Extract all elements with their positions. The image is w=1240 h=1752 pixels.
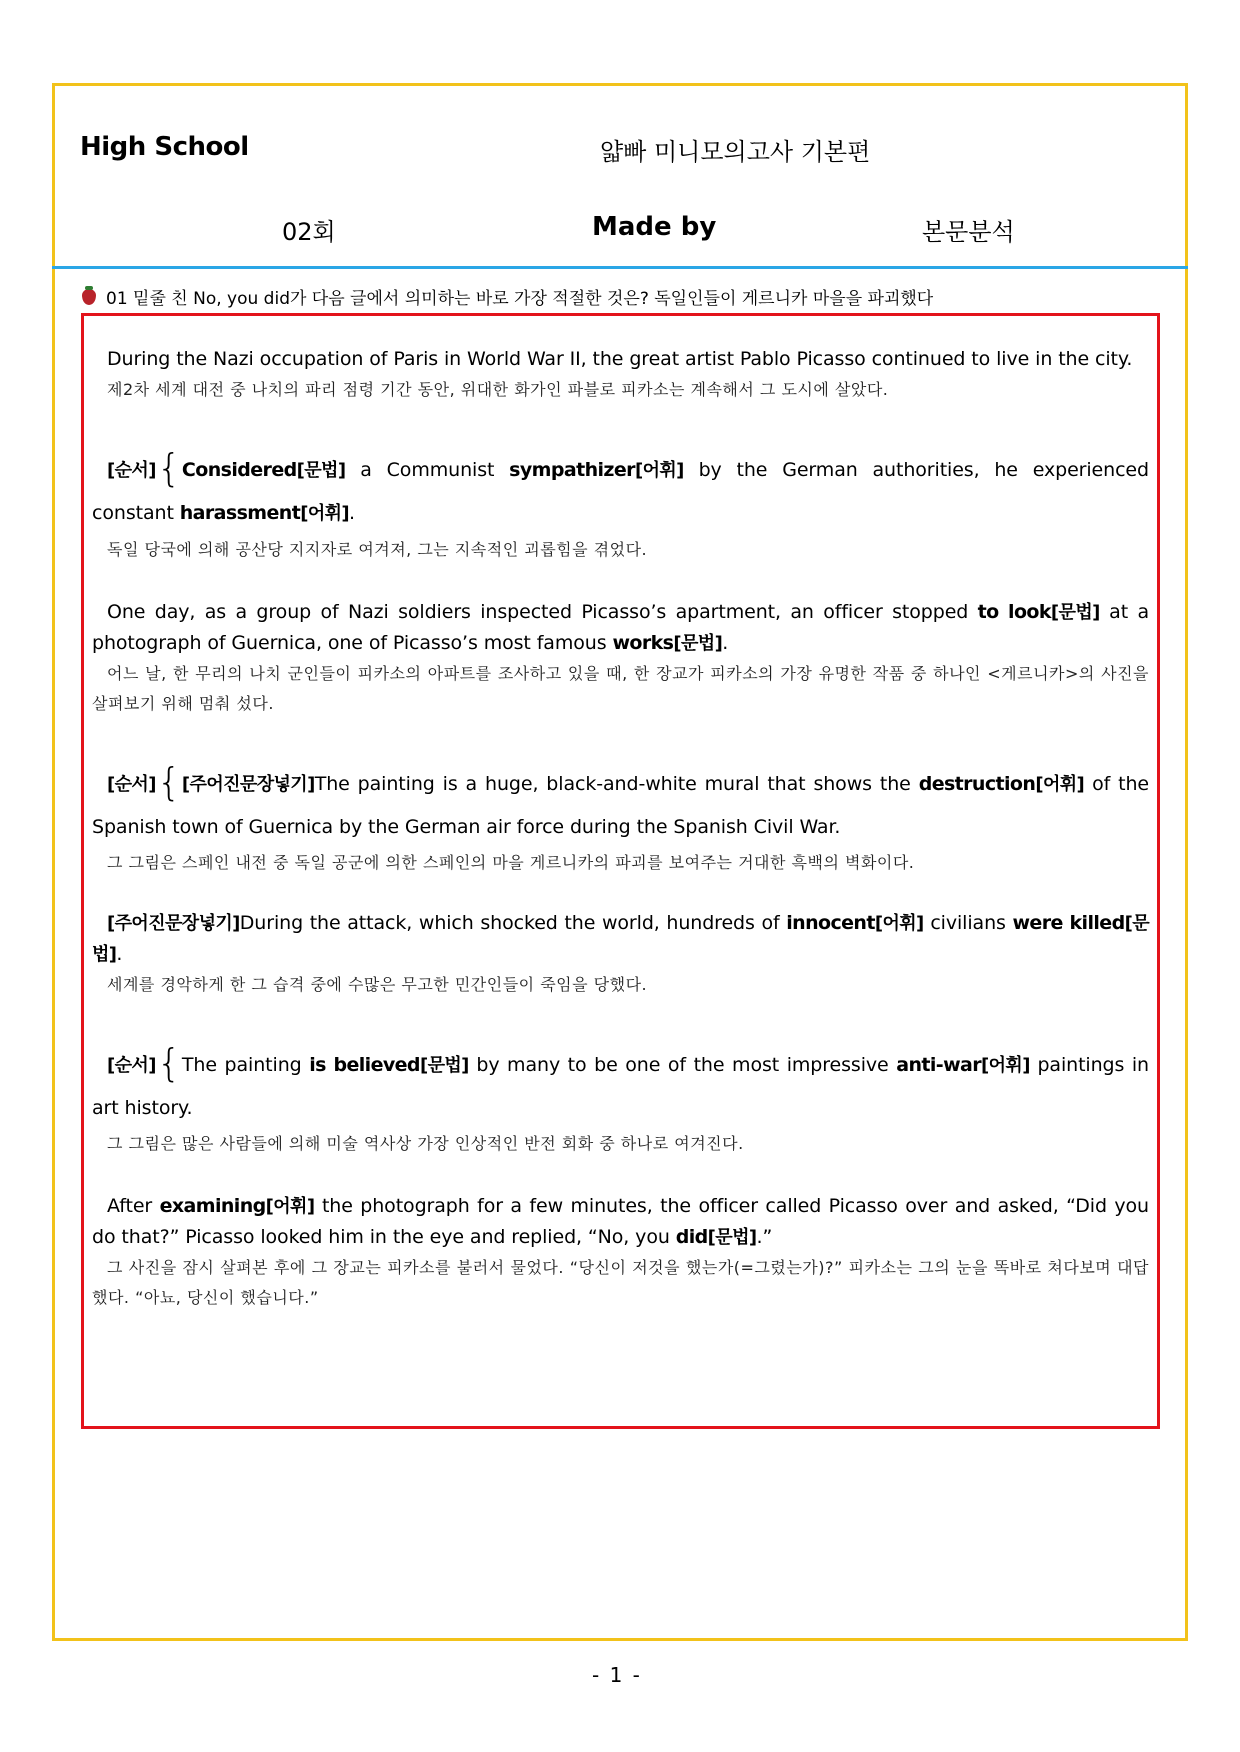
- p4-korean: 그 그림은 스페인 내전 중 독일 공군에 의한 스페인의 마을 게르니카의 파괴를 보여주는 거대한 흑백의 벽화이다.: [107, 853, 915, 872]
- keyword: to look: [977, 601, 1051, 623]
- keyword: Considered: [181, 459, 297, 481]
- text-span: the photograph for a few minutes, the officer called Picasso over and asked, “Did you do that?” Picasso looked him in the eye and replied, “No, you: [92, 1195, 1149, 1248]
- p1-english: During the Nazi occupation of Paris in World War II, the great artist Pablo Picasso continued to live in the city.: [107, 348, 1133, 370]
- round-label: 02회: [282, 218, 336, 246]
- brace-icon: {: [156, 760, 181, 804]
- text-span: One day, as a group of Nazi soldiers inspected Picasso’s apartment, an officer stopped: [107, 601, 978, 623]
- order-tag: [순서]: [107, 1055, 156, 1076]
- vocab-tag: [어휘]: [1035, 774, 1085, 795]
- school-label: High School: [80, 132, 249, 162]
- text-span: at a photograph of Guernica, one of Picasso’s most famous: [92, 601, 1149, 654]
- insert-tag: [주어진문장넣기]: [107, 913, 240, 934]
- vocab-tag: [어휘]: [265, 1196, 315, 1217]
- keyword: anti-war: [896, 1054, 982, 1076]
- keyword: sympathizer: [509, 459, 635, 481]
- insert-tag: [주어진문장넣기]: [181, 774, 315, 795]
- analysis-label: 본문분석: [922, 218, 1015, 246]
- p3-korean: 어느 날, 한 무리의 나치 군인들이 피카소의 아파트를 조사하고 있을 때, 한 장교가 피카소의 가장 유명한 작품 중 하나인 <게르니카>의 사진을 살펴보기 위해 멈춰 섰다.: [92, 664, 1149, 713]
- vocab-tag: [어휘]: [634, 460, 684, 481]
- grammar-tag: [문법]: [419, 1055, 469, 1076]
- p7-english: [92, 1191, 1149, 1253]
- text-span: by the German authorities, he experienced constant: [92, 459, 1149, 524]
- keyword: did: [675, 1226, 708, 1248]
- p2-english: [92, 446, 1149, 535]
- p5-english: [92, 908, 1149, 970]
- text-span: by many to be one of the most impressive: [468, 1054, 897, 1076]
- text-span: a Communist: [345, 459, 510, 481]
- series-title: 얇빠 미니모의고사 기본편: [600, 138, 871, 166]
- p6-korean: 그 그림은 많은 사람들에 의해 미술 역사상 가장 인상적인 반전 회화 중 하나로 여겨진다.: [107, 1134, 744, 1153]
- text-span: of the Spanish town of Guernica by the German air force during the Spanish Civil War.: [92, 773, 1149, 838]
- brace-icon: {: [156, 1041, 181, 1085]
- brace-icon: {: [156, 446, 181, 490]
- vocab-tag: [어휘]: [981, 1055, 1030, 1076]
- order-tag: [순서]: [107, 460, 156, 481]
- p4-english: [92, 760, 1149, 848]
- question-text: 01 밑줄 친 No, you did가 다음 글에서 의미하는 바로 가장 적절한 것은? 독일인들이 게르니카 마을을 파괴했다: [106, 289, 934, 309]
- vocab-tag: [어휘]: [874, 913, 924, 934]
- text-span: .: [349, 502, 355, 524]
- grammar-tag: [문법]: [673, 633, 723, 654]
- keyword: were killed: [1012, 912, 1125, 934]
- text-span: The painting is a huge, black-and-white mural that shows the: [314, 773, 919, 795]
- keyword: destruction: [918, 773, 1036, 795]
- keyword: innocent: [786, 912, 875, 934]
- p1-korean: 제2차 세계 대전 중 나치의 파리 점령 기간 동안, 위대한 화가인 파블로 피카소는 계속해서 그 도시에 살았다.: [107, 380, 889, 399]
- text-span: During the attack, which shocked the world, hundreds of: [239, 912, 787, 934]
- keyword: is believed: [309, 1054, 420, 1076]
- text-span: The painting: [181, 1054, 310, 1076]
- text-span: paintings in art history.: [92, 1054, 1149, 1119]
- grammar-tag: [문법]: [1050, 602, 1100, 623]
- text-span: civilians: [923, 912, 1013, 934]
- page-number: - 1 -: [592, 1663, 642, 1687]
- text-span: .”: [756, 1226, 773, 1248]
- grammar-tag: [문법]: [707, 1227, 757, 1248]
- grammar-tag: [문법]: [92, 913, 1149, 965]
- grammar-tag: [문법]: [296, 460, 346, 481]
- keyword: harassment: [179, 502, 301, 524]
- text-span: After: [107, 1195, 160, 1217]
- text-span: .: [722, 632, 729, 654]
- made-by-label: Made by: [592, 212, 717, 242]
- strawberry-icon: [82, 289, 96, 305]
- passage-content: [92, 344, 1149, 1313]
- keyword: works: [612, 632, 674, 654]
- text-span: .: [116, 943, 123, 965]
- order-tag: [순서]: [107, 774, 156, 795]
- header-divider: [52, 266, 1188, 269]
- vocab-tag: [어휘]: [300, 503, 350, 524]
- p7-korean: 그 사진을 잠시 살펴본 후에 그 장교는 피카소를 불러서 물었다. “당신이 저것을 했는가(=그렸는가)?” 피카소는 그의 눈을 똑바로 쳐다보며 대답했다. “아뇨, 당신이 했습니다.”: [92, 1258, 1149, 1307]
- p2-korean: 독일 당국에 의해 공산당 지지자로 여겨져, 그는 지속적인 괴롭힘을 겪었다.: [107, 540, 648, 559]
- p6-english: [92, 1041, 1149, 1129]
- question-line: [82, 284, 933, 309]
- keyword: examining: [159, 1195, 266, 1217]
- p3-english: [92, 597, 1149, 659]
- p5-korean: 세계를 경악하게 한 그 습격 중에 수많은 무고한 민간인들이 죽임을 당했다.: [107, 975, 648, 994]
